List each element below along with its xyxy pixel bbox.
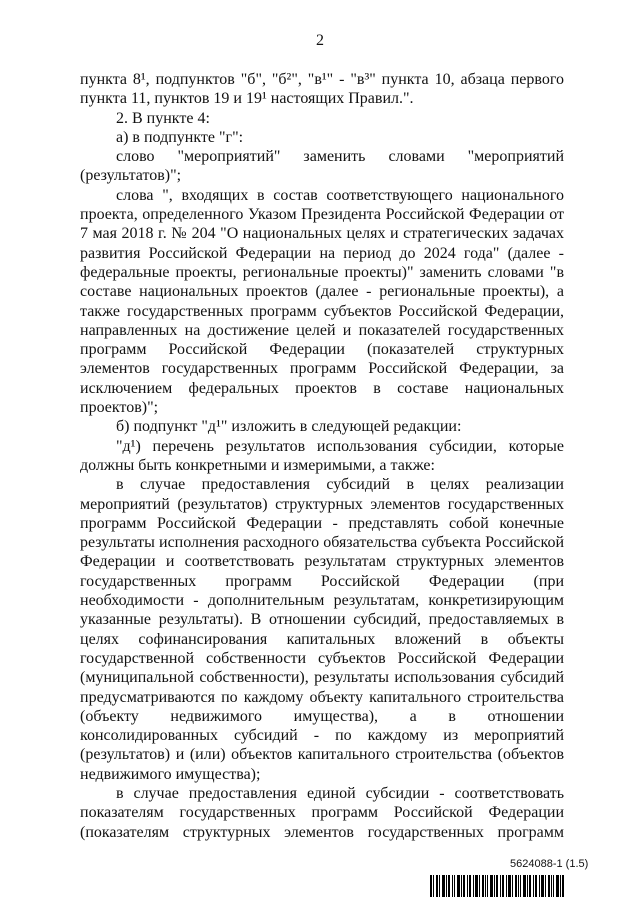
page-number: 2 [316, 32, 324, 49]
paragraph-single-subsidy-case: в случае предоставления единой субсидии - соответствовать показателям государственных программ Российской Федерации (показателям структурных элементов государственных программ [80, 784, 564, 841]
paragraph-subitem-a: а) в подпункте "г": [116, 128, 244, 146]
paragraph-subitem-b: б) подпункт "д¹" изложить в следующей редакции: [116, 418, 462, 436]
document-body [80, 70, 564, 842]
paragraph-item-2: 2. В пункте 4: [116, 109, 210, 127]
barcode [430, 875, 564, 897]
paragraph-replace-word: слово "мероприятий" заменить словами "мероприятий (результатов)"; [80, 148, 564, 185]
paragraph-d1: "д¹) перечень результатов использования субсидии, которые должны быть конкретными и измеримыми, а также: [80, 437, 564, 474]
paragraph-continuation: пункта 8¹, подпунктов "б", "б²", "в¹" - "в³" пункта 10, абзаца первого пункта 11, пунктов 19 и 19¹ настоящих Правил.". [80, 71, 564, 108]
paragraph-replace-phrase: слова ", входящих в состав соответствующего национального проекта, определенного Указом Президента Российской Федерации от 7 мая 2018 г. № 204 "О национальных целях и стратегических задачах развития Российской Федерации на период до 2024 года" (далее - федеральные проекты, региональные проекты)" заменить словами "в составе национальных проектов (далее - региональные проекты), а также государственных программ субъектов Российской Федерации, направленных на достижение целей и показателей государственных программ Российской Федерации (показателей структурных элементов государственных программ Российской Федерации, за исключением федеральных проектов в составе национальных проектов)"; [80, 186, 564, 417]
document-code: 5624088-1 (1.5) [510, 858, 589, 870]
paragraph-subsidies-case: в случае предоставления субсидий в целях реализации мероприятий (результатов) структурных элементов государственных программ Российской Федерации - представлять собой конечные результаты исполнения расходного обязательства субъекта Российской Федерации и соответствовать результатам структурных элементов государственных программ Российской Федерации (при необходимости - дополнительным результатам, конкретизирующим указанные результаты). В отношении субсидий, предоставляемых в целях софинансирования капитальных вложений в объекты государственной собственности субъектов Российской Федерации (муниципальной собственности), результаты использования субсидий предусматриваются по каждому объекту капитального строительства (объекту недвижимого имущества), а в отношении консолидированных субсидий - по каждому из мероприятий (результатов) и (или) объектов капитального строительства (объектов недвижимого имущества); [80, 476, 564, 783]
